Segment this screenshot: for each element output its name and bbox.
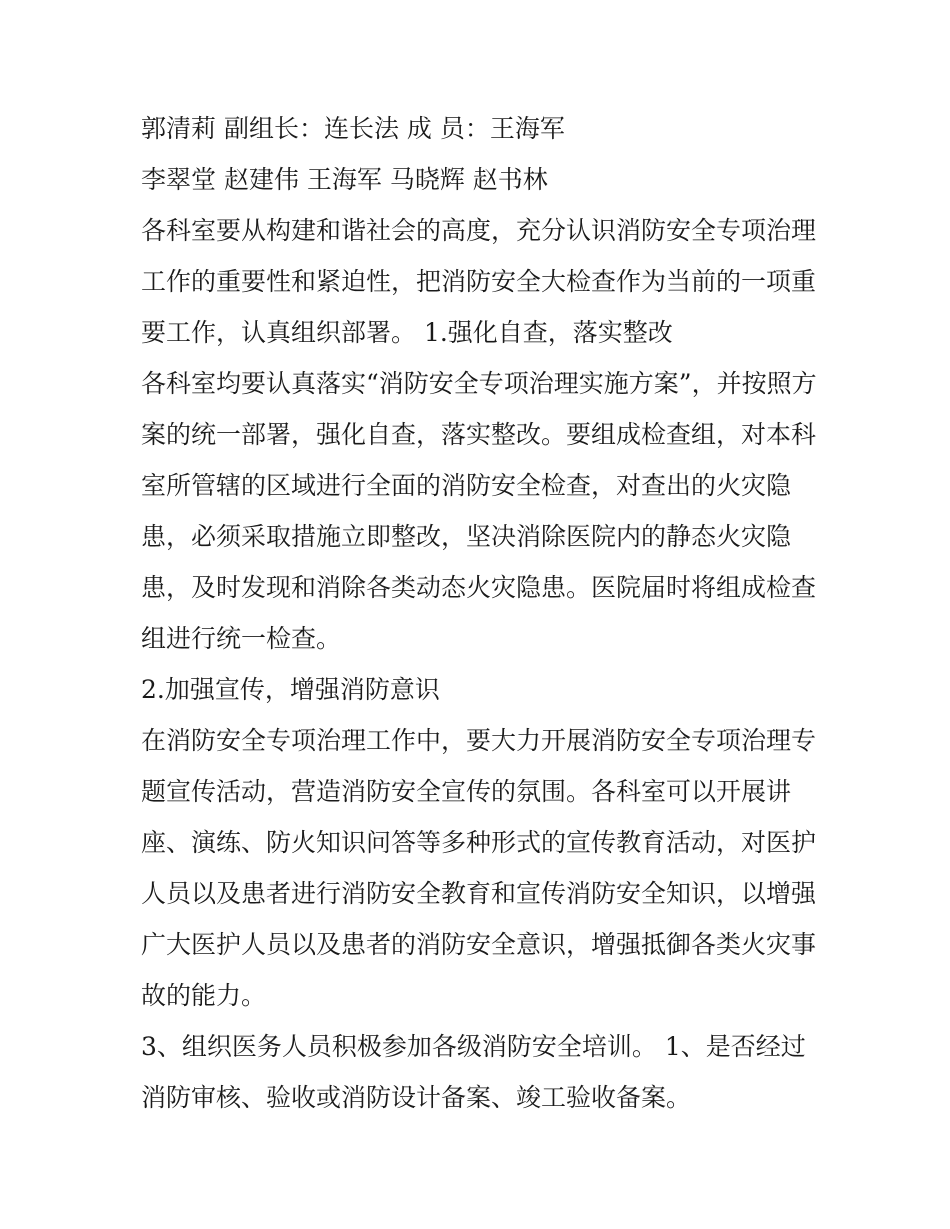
text-line: 人员以及患者进行消防安全教育和宣传消防安全知识，以增强 (141, 879, 817, 908)
document-body (141, 103, 821, 1123)
text-line: 广大医护人员以及患者的消防安全意识，增强抵御各类火灾事 (141, 930, 817, 959)
text-line: 3、组织医务人员积极参加各级消防安全培训。 1、是否经过 (141, 1032, 806, 1061)
text-line: 案的统一部署，强化自查，落实整改。要组成检查组，对本科 (141, 420, 817, 449)
text-line: 郭清莉 副组长：连长法 成 员：王海军 (141, 114, 565, 143)
section-heading: 2.加强宣传，增强消防意识 (141, 675, 440, 704)
text-line: 室所管辖的区域进行全面的消防安全检查，对查出的火灾隐 (141, 471, 792, 500)
text-line: 组进行统一检查。 (141, 624, 342, 653)
text-line: 消防审核、验收或消防设计备案、竣工验收备案。 (141, 1083, 692, 1112)
text-line: 各科室均要认真落实“消防安全专项治理实施方案”，并按照方 (141, 369, 817, 398)
text-line: 在消防安全专项治理工作中，要大力开展消防安全专项治理专 (141, 726, 817, 755)
text-line: 各科室要从构建和谐社会的高度，充分认识消防安全专项治理 (141, 216, 817, 245)
text-line: 题宣传活动，营造消防安全宣传的氛围。各科室可以开展讲 (141, 777, 792, 806)
text-line: 工作的重要性和紧迫性，把消防安全大检查作为当前的一项重 (141, 267, 817, 296)
text-line: 患，及时发现和消除各类动态火灾隐患。医院届时将组成检查 (141, 573, 817, 602)
text-line: 座、演练、防火知识问答等多种形式的宣传教育活动，对医护 (141, 828, 817, 857)
text-line: 要工作，认真组织部署。 1.强化自查，落实整改 (141, 318, 673, 347)
text-line: 患，必须采取措施立即整改，坚决消除医院内的静态火灾隐 (141, 522, 792, 551)
text-line: 李翠堂 赵建伟 王海军 马晓辉 赵书林 (141, 165, 548, 194)
text-line: 故的能力。 (141, 981, 267, 1010)
